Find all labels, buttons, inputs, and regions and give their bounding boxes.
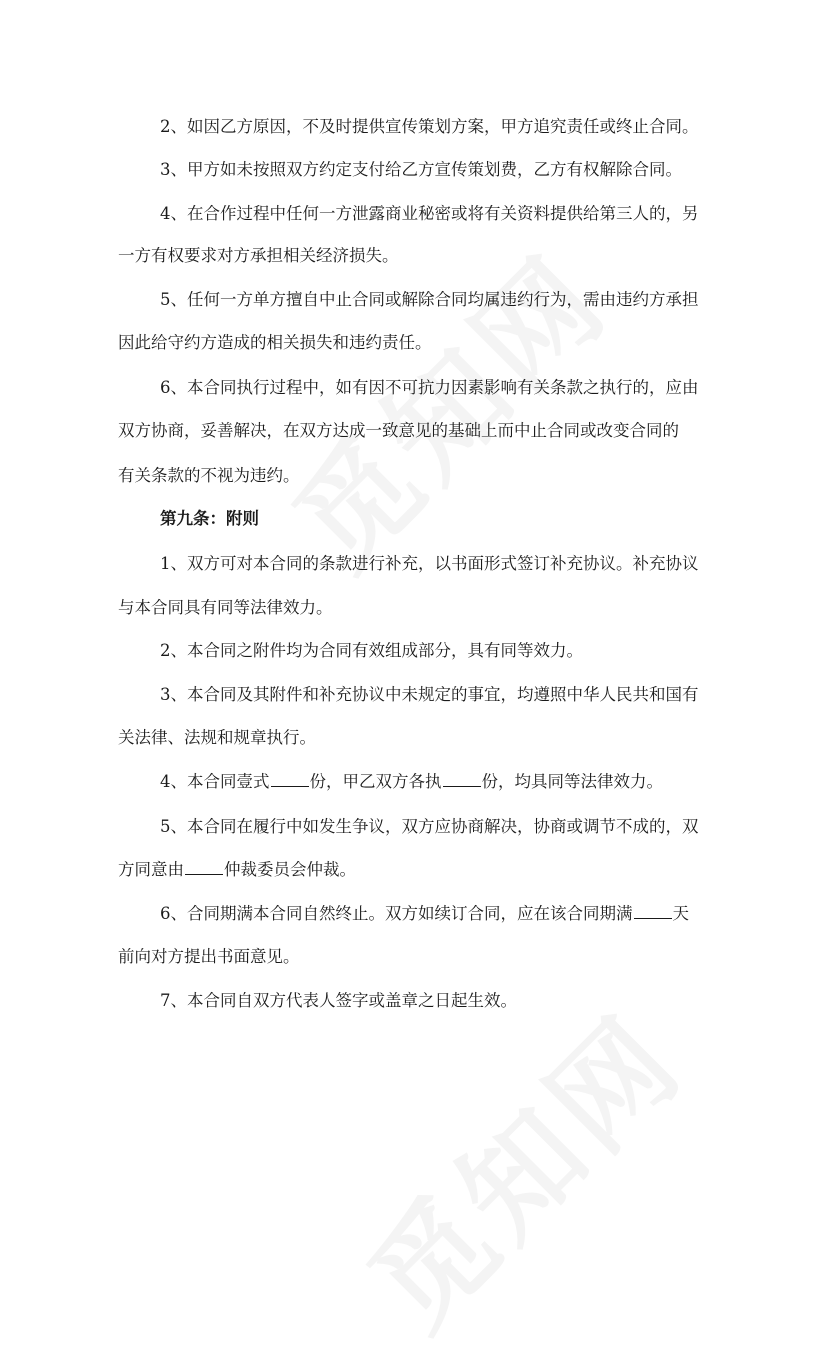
line-segment: 份，甲乙双方各执 bbox=[309, 772, 442, 791]
line-segment: 仲裁委员会仲裁。 bbox=[224, 860, 356, 879]
paragraph-line: 双方协商，妥善解决，在双方达成一致意见的基础上而中止合同或改变合同的 bbox=[118, 421, 679, 440]
paragraph-line: 1、双方可对本合同的条款进行补充，以书面形式签订补充协议。补充协议 bbox=[160, 554, 699, 573]
paragraph-line: 有关条款的不视为违约。 bbox=[118, 466, 300, 485]
paragraph-line: 3、甲方如未按照双方约定支付给乙方宣传策划费，乙方有权解除合同。 bbox=[160, 160, 682, 179]
line-segment: 6、合同期满本合同自然终止。双方如续订合同，应在该合同期满 bbox=[160, 904, 633, 923]
paragraph-line: 关法律、法规和规章执行。 bbox=[118, 728, 316, 747]
line-segment: 份，均具同等法律效力。 bbox=[481, 772, 663, 791]
paragraph-line bbox=[160, 771, 663, 793]
paragraph-line: 5、任何一方单方擅自中止合同或解除合同均属违约行为，需由违约方承担 bbox=[160, 290, 699, 309]
fill-in-blank bbox=[185, 860, 223, 875]
fill-in-blank bbox=[443, 772, 481, 787]
line-segment: 方同意由 bbox=[118, 860, 184, 879]
fill-in-blank bbox=[634, 904, 672, 919]
line-segment: 4、本合同壹式 bbox=[160, 772, 270, 791]
paragraph-line: 前向对方提出书面意见。 bbox=[118, 947, 300, 966]
paragraph-line: 因此给守约方造成的相关损失和违约责任。 bbox=[118, 333, 432, 352]
paragraph-line: 2、本合同之附件均为合同有效组成部分，具有同等效力。 bbox=[160, 641, 583, 660]
paragraph-line: 4、在合作过程中任何一方泄露商业秘密或将有关资料提供给第三人的，另 bbox=[160, 204, 699, 223]
watermark bbox=[250, 211, 638, 599]
paragraph-line bbox=[118, 859, 356, 881]
section-heading: 第九条：附则 bbox=[160, 509, 259, 528]
paragraph-line: 7、本合同自双方代表人签字或盖章之日起生效。 bbox=[160, 991, 517, 1010]
watermark bbox=[325, 971, 713, 1359]
paragraph-line: 一方有权要求对方承担相关经济损失。 bbox=[118, 246, 399, 265]
paragraph-line: 2、如因乙方原因，不及时提供宣传策划方案，甲方追究责任或终止合同。 bbox=[160, 117, 699, 136]
fill-in-blank bbox=[271, 772, 309, 787]
paragraph-line bbox=[160, 903, 689, 925]
paragraph-line: 3、本合同及其附件和补充协议中未规定的事宜，均遵照中华人民共和国有 bbox=[160, 685, 699, 704]
paragraph-line: 5、本合同在履行中如发生争议，双方应协商解决，协商或调节不成的，双 bbox=[160, 817, 699, 836]
line-segment: 天 bbox=[672, 904, 689, 923]
paragraph-line: 6、本合同执行过程中，如有因不可抗力因素影响有关条款之执行的，应由 bbox=[160, 378, 699, 397]
paragraph-line: 与本合同具有同等法律效力。 bbox=[118, 598, 333, 617]
